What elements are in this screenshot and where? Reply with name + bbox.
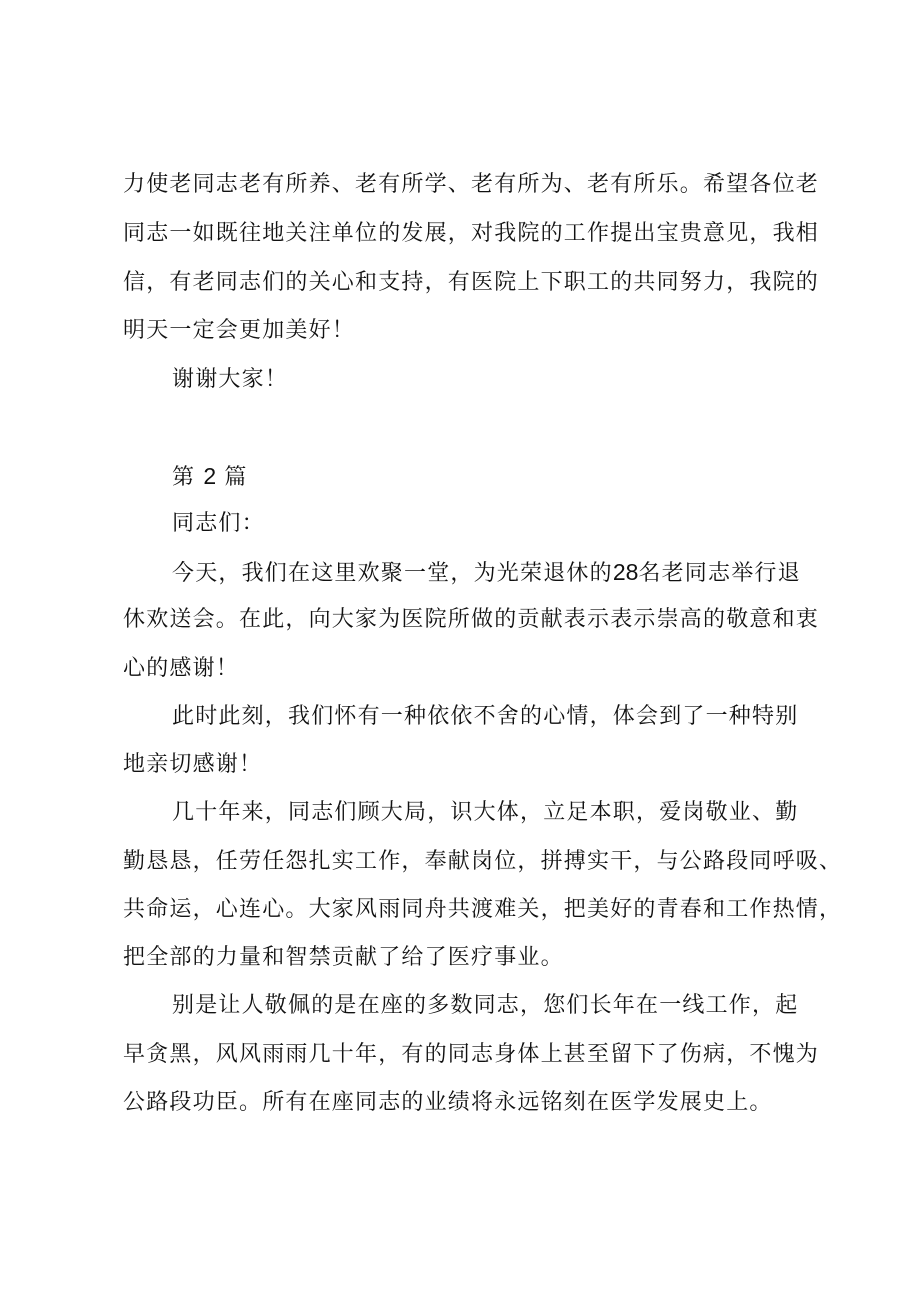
body-text-line: 明天一定会更加美好！ bbox=[123, 318, 356, 343]
paragraph1-text-b: 名老同志举行退 bbox=[638, 561, 801, 586]
body-text-line: 同志一如既往地关注单位的发展，对我院的工作提出宝贵意见，我相 bbox=[123, 221, 820, 246]
body-text-line: 力使老同志老有所养、老有所学、老有所为、老有所乐。希望各位老 bbox=[123, 172, 820, 197]
body-text-line: 早贪黑，风风雨雨几十年，有的同志身体上甚至留下了伤病，不愧为 bbox=[123, 1042, 820, 1067]
body-text-line: 勤恳恳，任劳任怨扎实工作，奉献岗位，拼搏实干，与公路段同呼吸、 bbox=[123, 849, 843, 874]
section-heading-number: 2 bbox=[203, 463, 217, 489]
body-text-line: 地亲切感谢！ bbox=[123, 752, 263, 777]
body-text-line: 把全部的力量和智禁贡献了给了医疗事业。 bbox=[123, 945, 564, 970]
body-text-line: 此时此刻，我们怀有一种依依不舍的心情，体会到了一种特别 bbox=[172, 704, 799, 729]
paragraph1-text-a: 今天，我们在这里欢聚一堂，为光荣退休的 bbox=[172, 561, 613, 586]
body-text-line bbox=[172, 559, 872, 587]
retiree-count: 28 bbox=[612, 559, 639, 585]
body-text-line: 共命运，心连心。大家风雨同舟共渡难关，把美好的青春和工作热情， bbox=[123, 897, 843, 922]
closing-thanks: 谢谢大家！ bbox=[172, 367, 289, 392]
body-text-line: 几十年来，同志们顾大局，识大体，立足本职，爱岗敬业、勤 bbox=[172, 800, 799, 825]
section-heading bbox=[172, 463, 872, 491]
salutation: 同志们： bbox=[172, 511, 265, 536]
section-heading-suffix: 篇 bbox=[224, 465, 248, 490]
body-text-line: 别是让人敬佩的是在座的多数同志，您们长年在一线工作，起 bbox=[172, 993, 799, 1018]
section-heading-prefix: 第 bbox=[172, 465, 196, 490]
body-text-line: 心的感谢！ bbox=[123, 656, 240, 681]
body-text-line: 公路段功臣。所有在座同志的业绩将永远铭刻在医学发展史上。 bbox=[123, 1090, 773, 1115]
body-text-line: 休欢送会。在此，向大家为医院所做的贡献表示表示崇高的敬意和衷 bbox=[123, 607, 820, 632]
body-text-line: 信，有老同志们的关心和支持，有医院上下职工的共同努力，我院的 bbox=[123, 270, 820, 295]
